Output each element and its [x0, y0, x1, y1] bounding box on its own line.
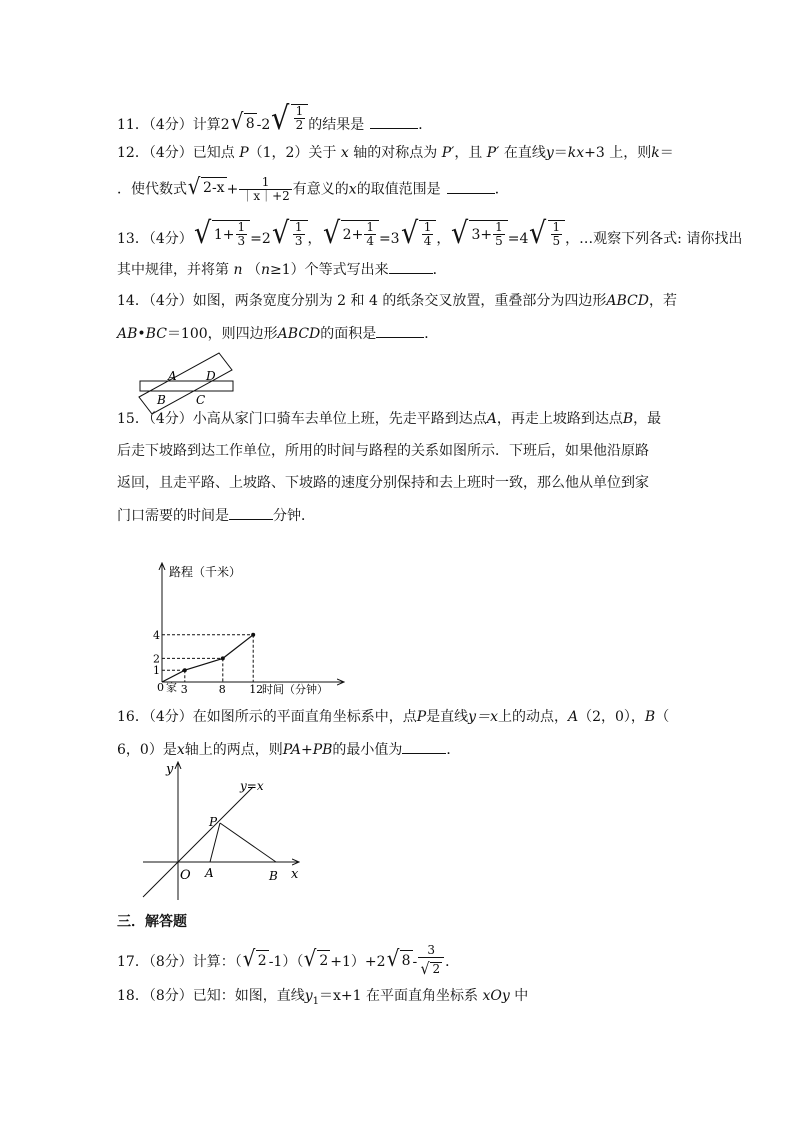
question-11: 11．（4分）计算2 √ 8 -2 √ $\frac{1}{2}$ 的结果是 ．: [117, 99, 433, 137]
home-label: 家: [166, 681, 177, 694]
q11-coef: 2: [220, 117, 230, 133]
question-15-line3: 返回，且走平路、上坡路、下坡路的速度分别保持和去上班时一致，那么他从单位到家: [117, 475, 649, 491]
point-P-label: P: [209, 815, 218, 829]
label-A: A: [168, 369, 177, 383]
x-axis-label: 时间（分钟）: [262, 683, 328, 696]
question-15-line1: 15．（4分）小高从家门口骑车去单位上班，先走平路到达点A，再走上坡路到达点B，最: [117, 411, 662, 427]
x-axis-label: x: [291, 867, 299, 882]
q14-answer-blank[interactable]: [376, 323, 424, 338]
data-point: [221, 656, 225, 660]
q15-answer-blank[interactable]: [229, 505, 273, 520]
y-tick-label: 1: [153, 664, 160, 678]
question-12-line2: ．使代数式 √ 2-x + $\frac{1}{|x|+2}$ 有意义的x的取值范围是 ．: [117, 174, 509, 203]
q11-minus: -2: [256, 117, 271, 133]
point-B-label: B: [269, 869, 278, 883]
q11-sqrt-half: √ $\frac{1}{2}$: [270, 104, 308, 132]
diagonal-strip: [139, 353, 232, 414]
horizontal-strip: [140, 381, 233, 391]
label-D: D: [206, 369, 216, 383]
q11-prefix: 11．（4分）计算: [117, 117, 221, 133]
question-17: 17．（8分）计算：（ √ 2 -1）（ √ 2 +1）+2 √ 8 - 3 √ 2 ．: [117, 943, 460, 978]
question-18: 18．（8分）已知：如图，直线$y_1=x+1$ 在平面直角坐标系 xOy 中: [117, 988, 529, 1007]
question-14-line1: 14．（4分）如图，两条宽度分别为 2 和 4 的纸条交叉放置，重叠部分为四边形ABCD，若: [117, 293, 677, 309]
question-12-line1: 12．（4分）已知点 P（1，2）关于 x 轴的对称点为 P′，且 P′ 在直线y＝kx+3 上，则k＝: [117, 145, 674, 161]
q11-sqrt-8: √ 8: [230, 110, 255, 135]
x-tick-label: 12: [249, 683, 264, 696]
label-C: C: [196, 393, 206, 407]
q15-distance-time-chart: [138, 560, 353, 700]
x-tick-label: 8: [218, 683, 226, 696]
question-16-line2: 6，0）是x轴上的两点，则PA+PB的最小值为 ．: [117, 739, 460, 760]
section-heading: 三．解答题: [117, 914, 187, 930]
line-y-equals-x: [143, 787, 253, 897]
point-A-label: A: [205, 866, 214, 880]
origin-label: 0: [157, 681, 164, 694]
y-tick-label: 2: [153, 652, 160, 666]
q12-sqrt: √ 2-x: [187, 174, 225, 200]
y-tick-label: 4: [153, 628, 160, 642]
q11-answer-blank[interactable]: [370, 114, 418, 129]
q16-coordinate-figure: [138, 760, 308, 905]
question-13-line1: 13．（4分） √ 1+ $\frac{1}{3}$ =2 √ $\frac{1}{3}$ ， √ 2+ $\frac{1}{4}$ =3 √ $\frac{1}{4}$ ， √ 3+ $\frac{1}{5}$ =4 √ $\frac{1}{5}$ ，…观察下列各式: 请你找出: [117, 216, 743, 251]
x-tick-label: 3: [180, 683, 188, 696]
question-15-line2: 后走下坡路到达工作单位，所用的时间与路程的关系如图所示．下班后，如果他沿原路: [117, 443, 649, 459]
q12-answer-blank[interactable]: [447, 179, 495, 194]
data-point: [251, 633, 255, 637]
question-13-line2: 其中规律，并将第 n （n≥1）个等式写出来 ．: [117, 259, 447, 280]
data-point: [183, 668, 187, 672]
q12-fraction: $\frac{1}{|x|+2}$: [241, 175, 290, 203]
segment-PB: [220, 823, 276, 862]
q16-answer-blank[interactable]: [402, 739, 446, 754]
question-15-line4: 门口需要的时间是 分钟．: [117, 505, 315, 526]
q13-answer-blank[interactable]: [389, 259, 433, 274]
y-axis-label: 路程（千米）: [169, 565, 242, 579]
question-14-line2: AB•BC＝100，则四边形ABCD的面积是 ．: [117, 323, 438, 344]
label-B: B: [157, 393, 166, 407]
y-axis-label: y: [166, 762, 174, 777]
question-16-line1: 16．（4分）在如图所示的平面直角坐标系中，点P是直线y＝x上的动点，A（2，0），B（: [117, 709, 670, 725]
q11-tail: 的结果是: [308, 117, 365, 133]
line-label: y=x: [240, 779, 264, 793]
origin-label: O: [180, 868, 191, 883]
